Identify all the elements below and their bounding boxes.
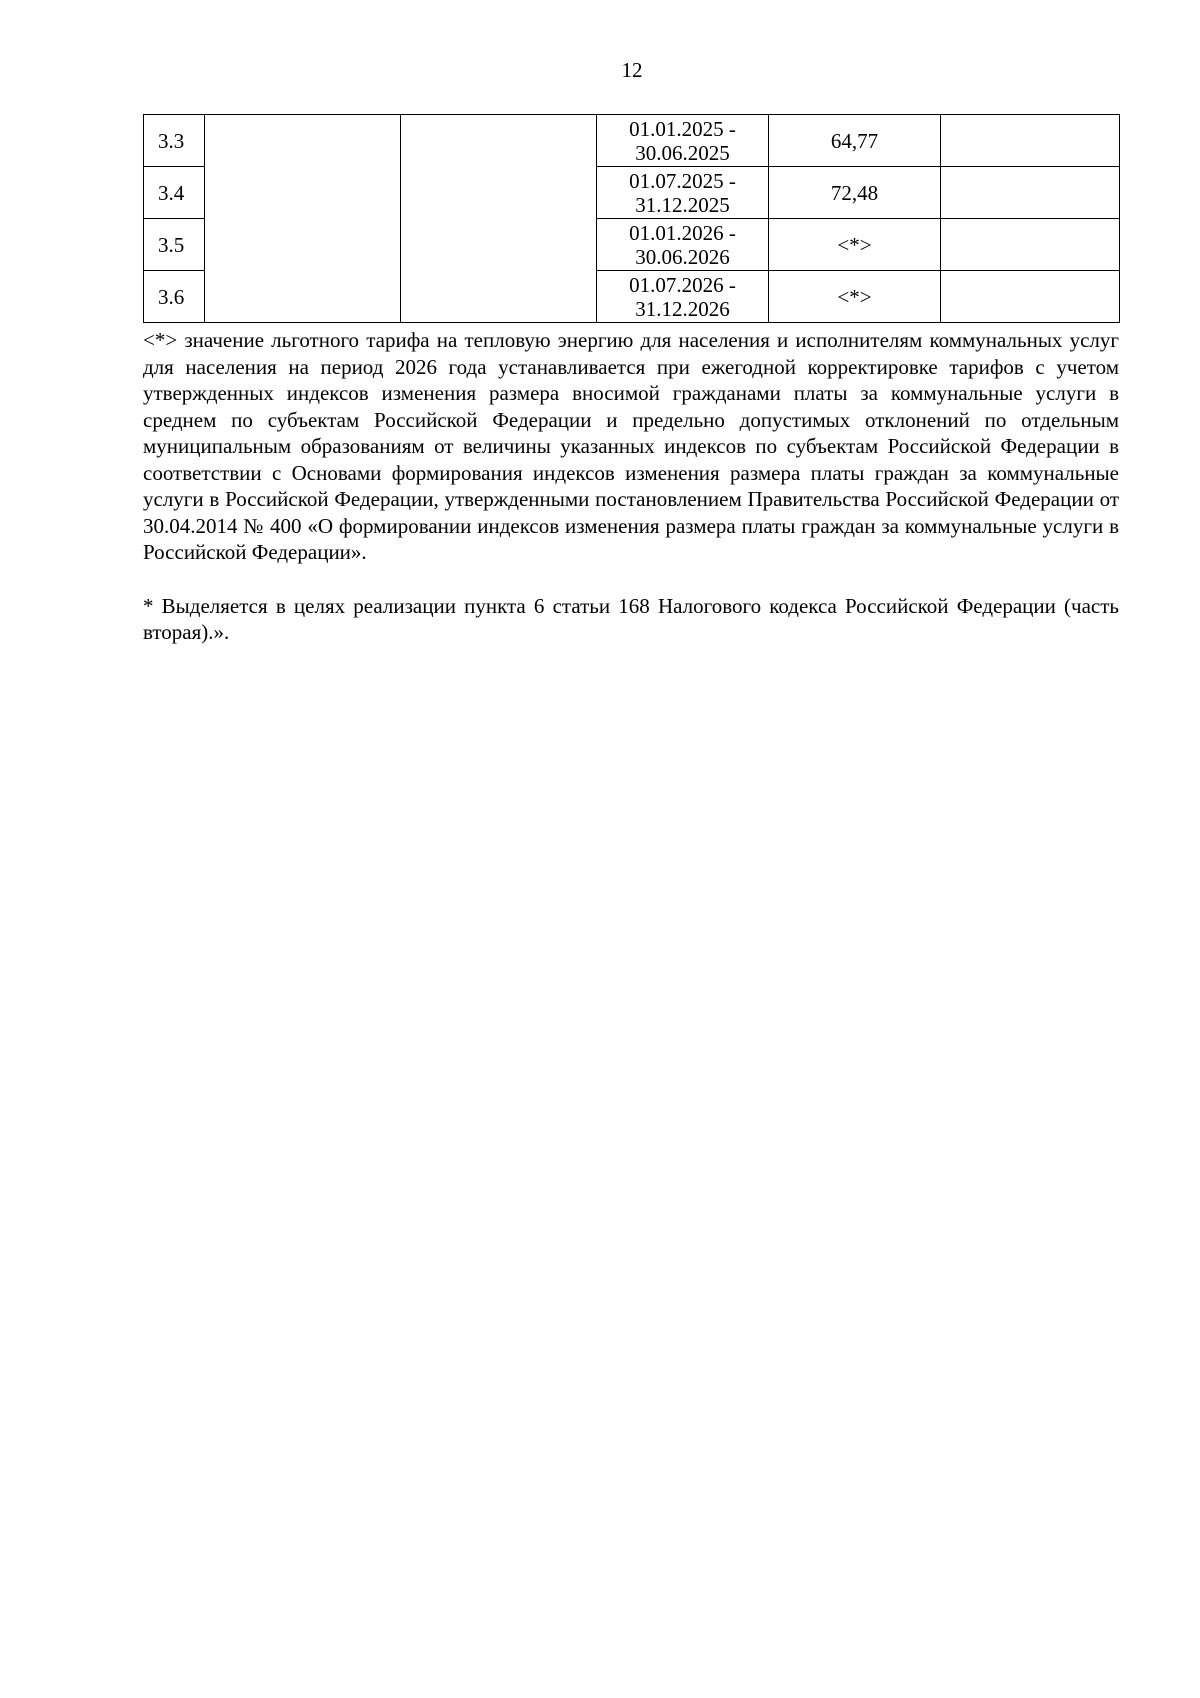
tariff-value: 64,77 xyxy=(769,115,941,167)
empty-cell xyxy=(941,167,1120,219)
period-cell xyxy=(597,271,769,323)
period-cell xyxy=(597,115,769,167)
tariff-value: 72,48 xyxy=(769,167,941,219)
empty-cell xyxy=(941,115,1120,167)
empty-cell xyxy=(941,219,1120,271)
period-cell xyxy=(597,167,769,219)
table-row xyxy=(144,115,1120,167)
period-end: 30.06.2026 xyxy=(635,244,730,269)
empty-cell xyxy=(941,271,1120,323)
tariff-table xyxy=(143,114,1120,323)
row-number: 3.5 xyxy=(144,219,205,271)
period-start: 01.07.2026 - xyxy=(629,272,736,297)
period-end: 31.12.2026 xyxy=(635,296,730,321)
page-number: 12 xyxy=(621,58,643,82)
tariff-value: <*> xyxy=(769,271,941,323)
vat-footnote: * Выделяется в целях реализации пункта 6 статьи 168 Налогового кодекса Российской Федерации (часть вторая).». xyxy=(143,593,1119,644)
period-start: 01.01.2025 - xyxy=(629,116,736,141)
merged-empty-cell xyxy=(401,115,597,323)
tariff-value: <*> xyxy=(769,219,941,271)
tariff-note: <*> значение льготного тарифа на тепловую энергию для населения и исполнителям коммунальных услуг для населения на период 2026 года устанавливается при ежегодной корректировке тарифов с учетом утвержденных индексов изменения размера вносимой гражданами платы за коммунальные услуги в среднем по субъектам Российской Федерации и предельно допустимых отклонений по отдельным муниципальным образованиям от величины указанных индексов по субъектам Российской Федерации в соответствии с Основами формирования индексов изменения размера платы граждан за коммунальные услуги в Российской Федерации, утвержденными постановлением Правительства Российской Федерации от 30.04.2014 № 400 «О формировании индексов изменения размера платы граждан за коммунальные услуги в Российской Федерации». xyxy=(143,328,1119,564)
row-number: 3.6 xyxy=(144,271,205,323)
period-start: 01.01.2026 - xyxy=(629,220,736,245)
period-cell xyxy=(597,219,769,271)
period-end: 30.06.2025 xyxy=(635,140,730,165)
period-start: 01.07.2025 - xyxy=(629,168,736,193)
merged-empty-cell xyxy=(205,115,401,323)
notes-section xyxy=(143,327,1119,646)
period-end: 31.12.2025 xyxy=(635,192,730,217)
row-number: 3.3 xyxy=(144,115,205,167)
row-number: 3.4 xyxy=(144,167,205,219)
